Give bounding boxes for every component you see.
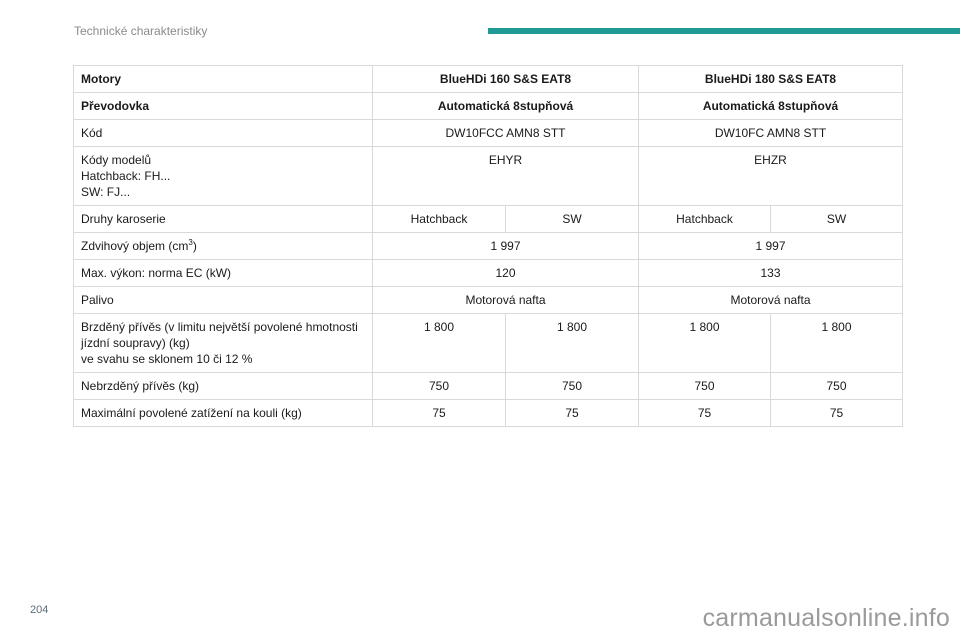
- table-cell: EHYR: [373, 147, 639, 206]
- table-cell: Automatická 8stupňová: [373, 93, 639, 120]
- table-row: [74, 400, 903, 427]
- table-cell: 750: [771, 373, 903, 400]
- table-cell: DW10FCC AMN8 STT: [373, 120, 639, 147]
- table-cell: 750: [506, 373, 639, 400]
- table-row: [74, 120, 903, 147]
- table-row: [74, 287, 903, 314]
- row-label: [74, 147, 373, 206]
- label-line: SW: FJ...: [81, 185, 131, 199]
- table-row: [74, 260, 903, 287]
- label-line: Brzděný přívěs (v limitu největší povolené hmotnosti: [81, 320, 358, 334]
- table-row: [74, 206, 903, 233]
- superscript: 3: [188, 238, 193, 247]
- table-cell: 1 800: [639, 314, 771, 373]
- engine-header: BlueHDi 180 S&S EAT8: [639, 66, 903, 93]
- table-row: [74, 373, 903, 400]
- row-label: Maximální povolené zatížení na kouli (kg): [74, 400, 373, 427]
- table-cell: 75: [506, 400, 639, 427]
- label-line: jízdní soupravy) (kg): [81, 336, 190, 350]
- row-label: Motory: [74, 66, 373, 93]
- table-cell: SW: [771, 206, 903, 233]
- table-cell: Hatchback: [639, 206, 771, 233]
- table-row: [74, 314, 903, 373]
- row-label: [74, 314, 373, 373]
- table-cell: 1 997: [639, 233, 903, 260]
- table-cell: Hatchback: [373, 206, 506, 233]
- table-cell: EHZR: [639, 147, 903, 206]
- header-accent-bar: [488, 28, 960, 34]
- label-text: ): [192, 239, 197, 253]
- row-label: Převodovka: [74, 93, 373, 120]
- table-row: [74, 147, 903, 206]
- table-cell: Motorová nafta: [373, 287, 639, 314]
- table-cell: 75: [639, 400, 771, 427]
- table-row: [74, 93, 903, 120]
- label-line: ve svahu se sklonem 10 či 12 %: [81, 352, 253, 366]
- table-cell: 1 800: [771, 314, 903, 373]
- row-label: Druhy karoserie: [74, 206, 373, 233]
- engine-header: BlueHDi 160 S&S EAT8: [373, 66, 639, 93]
- table-cell: 750: [373, 373, 506, 400]
- label-line: Hatchback: FH...: [81, 169, 171, 183]
- table-cell: DW10FC AMN8 STT: [639, 120, 903, 147]
- table-cell: 750: [639, 373, 771, 400]
- label-text: Zdvihový objem (cm: [81, 239, 189, 253]
- table-row: [74, 233, 903, 260]
- row-label: [74, 233, 373, 260]
- table-cell: 120: [373, 260, 639, 287]
- table-cell: 75: [771, 400, 903, 427]
- watermark: carmanualsonline.info: [702, 604, 950, 632]
- section-title: Technické charakteristiky: [74, 24, 208, 38]
- row-label: Palivo: [74, 287, 373, 314]
- table-cell: 1 800: [506, 314, 639, 373]
- spec-table: [73, 65, 903, 427]
- page-number: 204: [30, 604, 49, 616]
- table-cell: 1 997: [373, 233, 639, 260]
- row-label: Nebrzděný přívěs (kg): [74, 373, 373, 400]
- row-label: Max. výkon: norma EC (kW): [74, 260, 373, 287]
- label-line: Kódy modelů: [81, 153, 152, 167]
- table-cell: Motorová nafta: [639, 287, 903, 314]
- table-cell: Automatická 8stupňová: [639, 93, 903, 120]
- table-cell: SW: [506, 206, 639, 233]
- table-row: [74, 66, 903, 93]
- row-label: Kód: [74, 120, 373, 147]
- table-cell: 1 800: [373, 314, 506, 373]
- table-cell: 75: [373, 400, 506, 427]
- table-cell: 133: [639, 260, 903, 287]
